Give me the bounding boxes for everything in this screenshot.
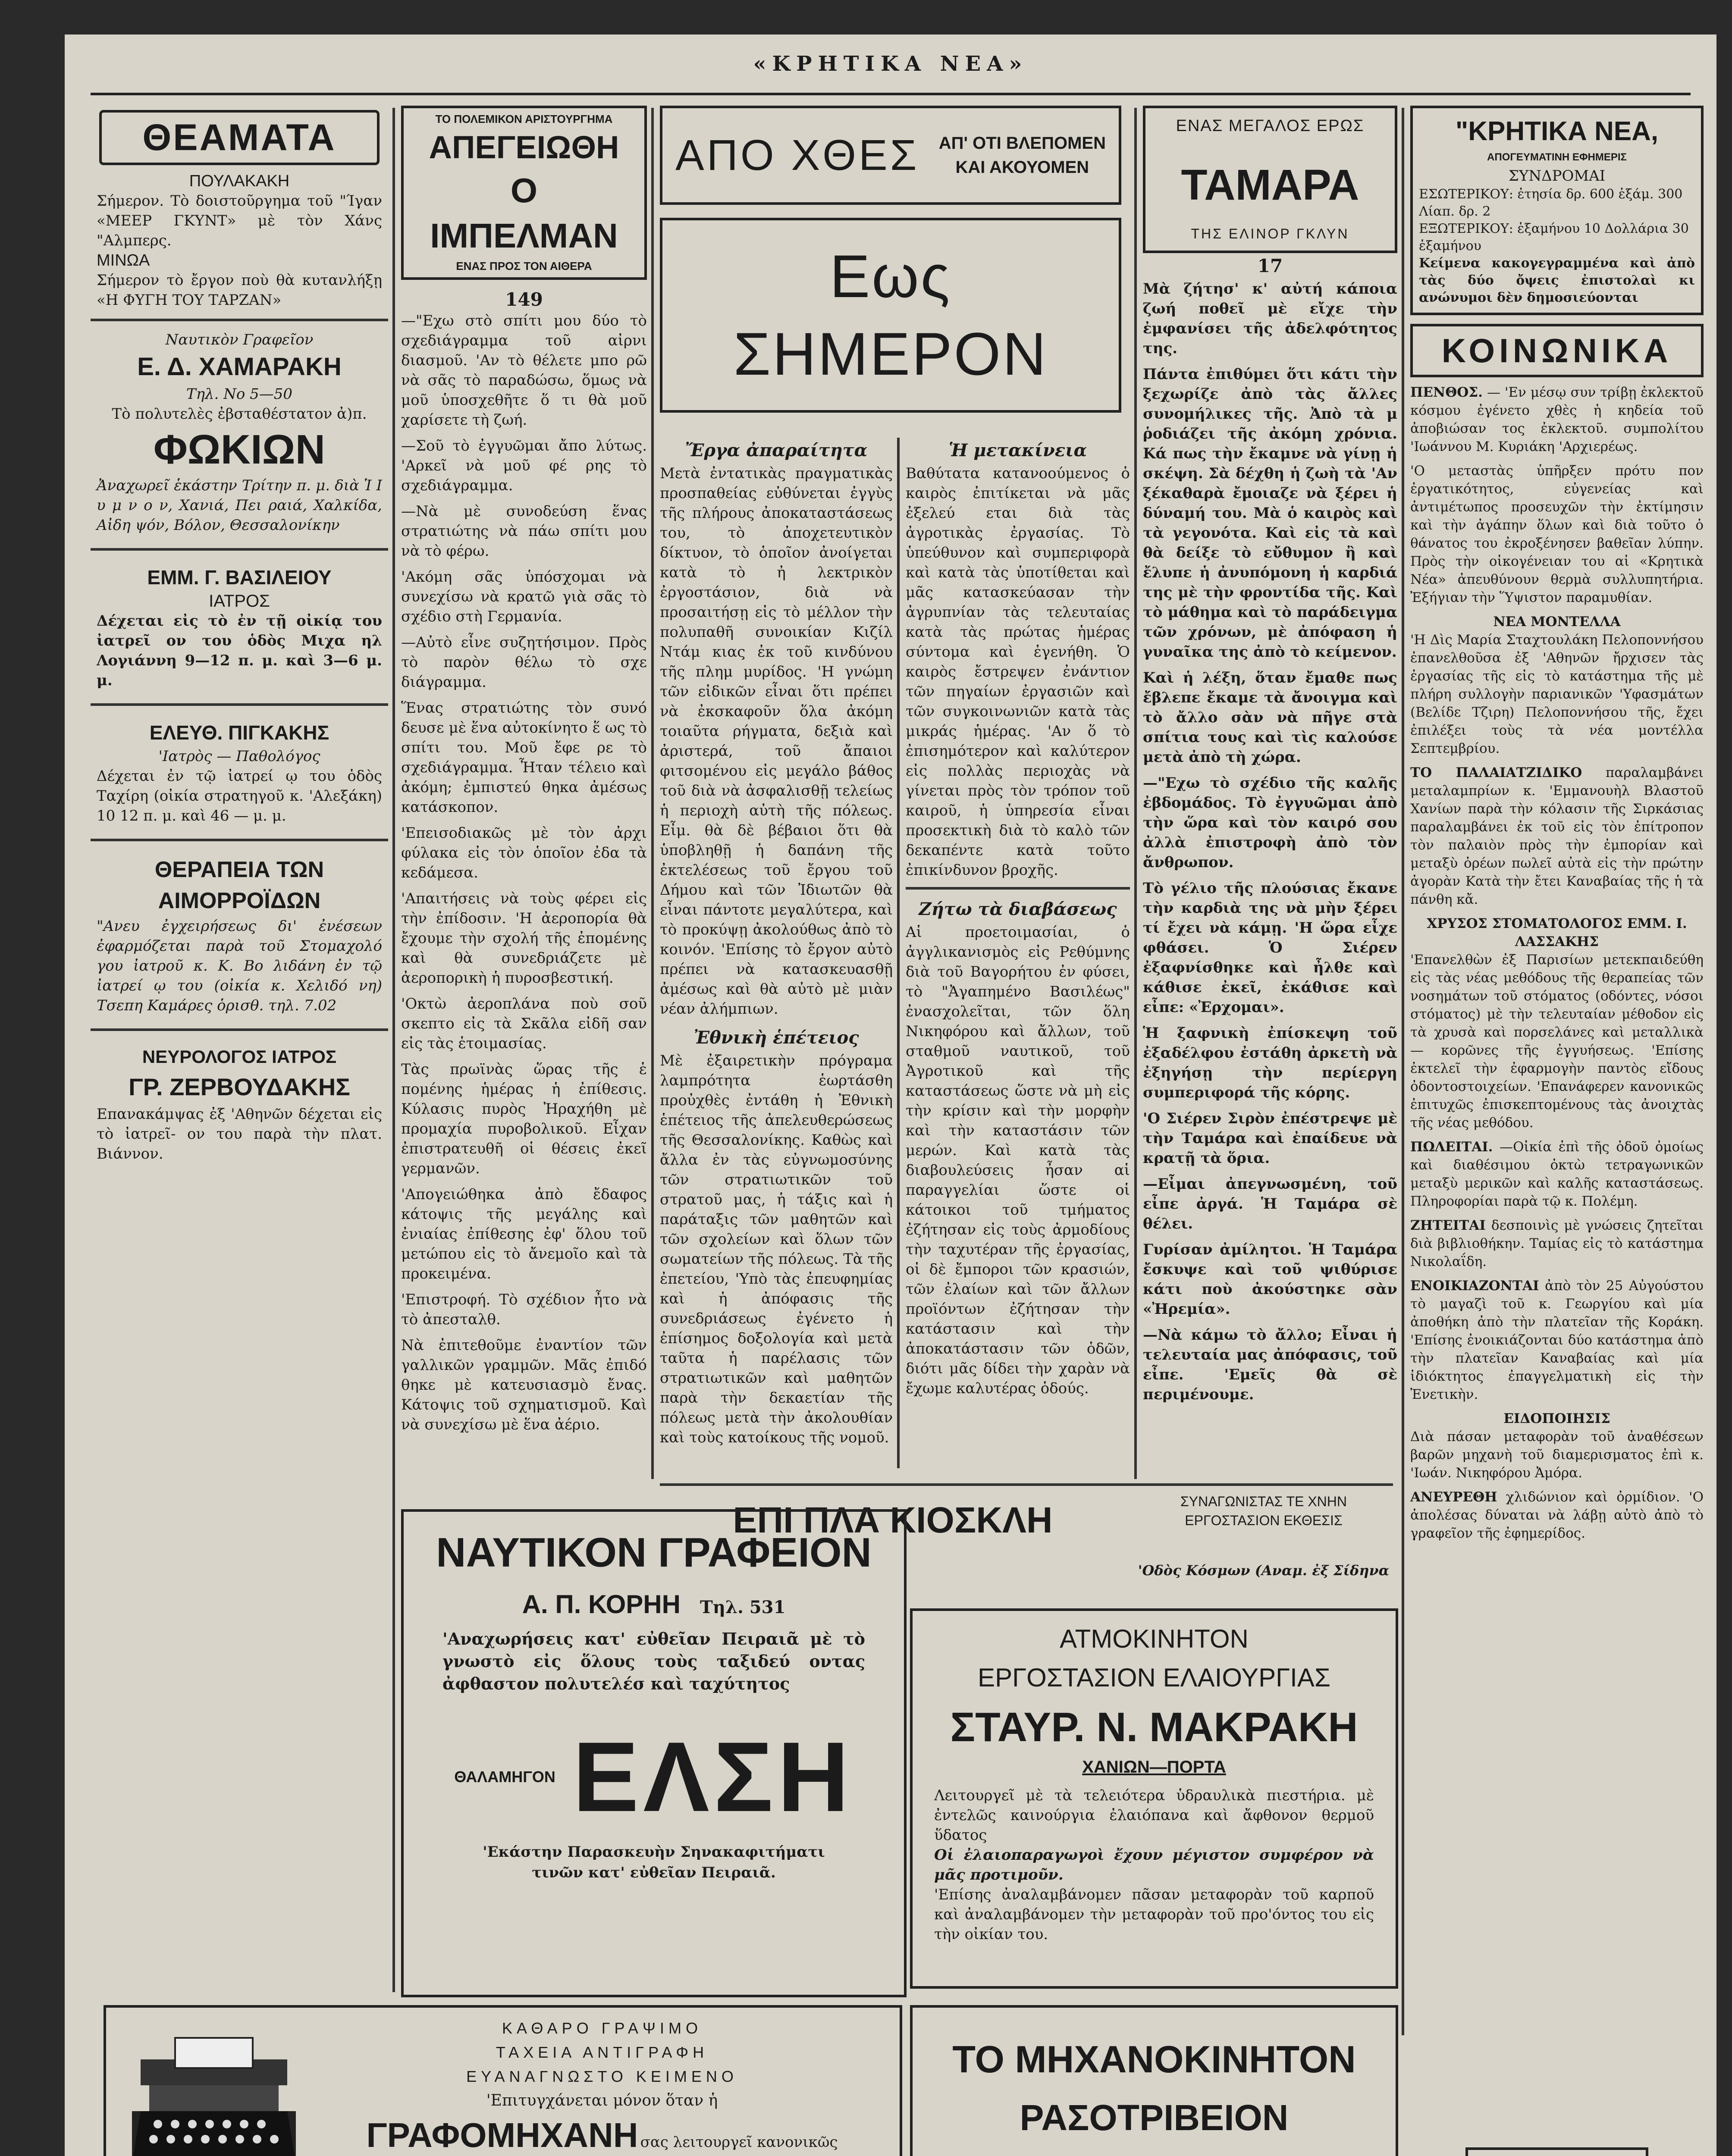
typewriter-line2: ΤΑΧΕΙΑ ΑΝΤΙΓΡΑΦΗ [496,2043,709,2061]
koinonika-body [1410,383,1704,1542]
novel-paragraph: Τὸ γέλιο τῆς πλούσιας ἔκανε τὴν καρδιὰ της νὰ μὴν ξέρει τί ἔχει νὰ κάμῃ. 'Η ὥρα εἶχε φθάσει. Ὁ Σιέρεν ἐξαφνίσθηκε καὶ ἦλθε καὶ κάθισε ἐκεῖ, ἐκάθισε καὶ εἶπε: «Ἐρχομαι». [1143,880,1397,1016]
koinonika-item-head: ΖΗΤΕΙΤΑΙ [1410,1218,1486,1233]
typewriter-line5: σας λειτουργεῖ κανονικῶς [640,2134,838,2151]
doctor1-title: ΙΑΤΡΟΣ [209,592,270,611]
therapeia-title: ΘΕΡΑΠΕΙΑ ΤΩΝ ΑΙΜΟΡΡΟΪΔΩΝ [154,857,324,913]
typewriter-line1: ΚΑΘΑΡΟ ΓΡΑΨΙΜΟ [502,2019,702,2037]
divider [91,548,388,551]
doctor2-name: ΕΛΕΥΘ. ΠΙΓΚΑΚΗΣ [149,721,329,744]
story2-subtitle-box [660,218,1121,413]
nautikon-small-route: Ἀναχωρεῖ ἑκάστην Τρίτην π. μ. διὰ Ἱ Ι υ μ ν ο ν, Χανιά, Πει ραιά, Χαλκίδα, Αἰδη ψόν, Βόλον, Θεσσαλονίκην [97,477,382,534]
story2-title2a: ΑΠ' ΟΤΙ ΒΛΕΠΟΜΕΝ [938,134,1106,153]
divider [91,1028,388,1031]
koinonika-item: 'Η Δὶς Μαρία Σταχτουλάκη Πελοποννήσου ἐπανελθοῦσα ἐξ 'Αθηνῶν ἤρχισεν τὰς ἐργασίας τῆς εἰς τὸ κατάστημα τῆς μὲ πλήρη συλλογὴν παριανικῶν 'Υφασμάτων (Βελίδε Τζιρη) Πελοποννήσου τῆς, ἔχει ἐπιλέξει τοὺς τὰ νέα μοντέλλα Σεπτεμβρίου. [1410,632,1704,756]
nautikon-ad-title: ΝΑΥΤΙΚΟΝ ΓΡΑΦΕΙΟΝ [436,1529,872,1576]
novel-body [1143,279,1397,1404]
typewriter-illustration [123,2034,304,2156]
doctor1-text: Δέχεται εἰς τὸ ἐν τῇ οἰκίᾳ του ἰατρεῖ ον του ὁδὸς Μιχα ηλ Λογιάννη 9—12 π. μ. καὶ 3—6 μ. μ. [97,612,382,689]
koinonika-title: ΚΟΙΝΩΝΙΚΑ [1441,332,1672,370]
story1-num: 149 [505,289,543,310]
koinonika-item-head: ΠΕΝΘΟΣ. [1410,385,1483,400]
koinonika-item [1410,383,1704,456]
koinonika-item-head: ΧΡΥΣΟΣ ΣΤΟΜΑΤΟΛΟΓΟΣ ΕΜΜ. Ι. ΛΑΣΣΑΚΗΣ [1427,916,1687,950]
nautikon-ad-phone: Τηλ. 531 [700,1597,786,1617]
nautikon-ad-ship: ΕΛΣΗ [572,1721,853,1832]
koinonika-item-head: ΝΕΑ ΜΟΝΤΕΛΛΑ [1493,614,1621,630]
koinonika-item-text: ἀπὸ τὸν 25 Αὐγούστου τὸ μαγαζὶ τοῦ κ. Γεωργίου καὶ μία ἀποθήκη ἀπὸ τὴν πλατεῖαν τῆς Κοράκη. 'Επίσης ἐνοικιάζονται δύο κατάστημα ἀπὸ τὴν πλατεῖαν Καναβαίας καὶ μία ἰδιόκτητος ἐπαγγελματικὴ εἰς τὴν Ἐνετικὴν. [1410,1278,1704,1402]
nautikon-ad-ship-row [404,1721,904,1833]
mill-line2: ΡΑΣΟΤΡΙΒΕΙΟΝ [1020,2097,1289,2138]
column-rule [1402,108,1404,2035]
kioskli-right1: ΣΥΝΑΓΩΝΙΣΤΑΣ ΤΕ ΧΝΗΝ ΕΡΓΟΣΤΑΣΙΟΝ ΕΚΘΕΣΙΣ [1180,1494,1347,1528]
kritika-nea-box [1410,106,1704,315]
masthead: «ΚΡΗΤΙΚΑ ΝΕΑ» [753,52,1028,76]
typewriter-machine-row [322,2115,882,2155]
novel-num: 17 [1257,255,1283,276]
therapeia-ad [91,854,388,1015]
story2-head2: Ἐθνικὴ ἑπέτειος [693,1028,859,1048]
koinonika-item-head: ΠΩΛΕΙΤΑΙ. [1410,1139,1493,1155]
column-rule [1134,108,1137,1479]
divider [91,703,388,706]
divider [906,887,1130,890]
typewriter-line3: ΕΥΑΝΑΓΝΩΣΤΟ ΚΕΙΜΕΝΟ [466,2068,738,2085]
eidopoiisis-title-box [1465,2147,1648,2156]
story2-body [660,438,893,1473]
story1-paragraph: 'Επεισοδιακῶς μὲ τὸν ἀρχι φύλακα εἰς τὸν ὁποῖον ἐδα τὰ κεδάμεσα. [401,824,647,881]
story1-paragraph: Τὰς πρωϊνὰς ὥρας τῆς ἑ πομένης ἡμέρας ἡ ἐπίθεσις. Κύλασις πυρὸς Ἠραχήθη μὲ προμαχία πυροβολικοῦ. Εἶχαν ἐπιστρατευθῆ οἱ θέσεις ἐκεῖ γερμανῶν. [401,1061,647,1177]
doctor2-title: 'Ιατρὸς — Παθολόγος [158,748,320,765]
kritika-nea-note: Κείμενα κακογεγραμμένα καὶ ἀπὸ τὰς δύο ὄψεις ἐπιστολαὶ κι ανώνυμοι δὲν δημοσιεύονται [1419,256,1695,305]
story3-text2: Αἱ προετοιμασίαι, ὁ ἀγγλικανισμὸς εἰς Ρεθύμνης διὰ τοῦ Βαγορήτου ἐν φύσει, τὸ "Ἀγαπημένο Βασιλέως" ἐνασχολεῖται, τῶν ὅλη Νικηφόρου καὶ ἄλλων, τοῦ σταθμοῦ ναυτικοῦ, τοῦ Ἀγροτικοῦ καὶ τῆς καταστάσεως ὥστε νὰ μὴ εἰς τὴν κρίσιν καὶ τὴν μορφὴν καὶ τὴν καταστάσιν τῶν μερών. Καὶ κατὰ τὰς διαβουλεύσεις ἦσαν αἱ παραγγελίαι ὥστε οἱ κάτοικοι τοῦ τμήματος ἐζήτησαν εἰς τοὺς ἀρμοδίους τὴν ταχυτέραν τῆς ἐργασίας, οἱ δὲ ἔμποροι τῶν κρασιών, τῶν ἐλαίων καὶ τῶν ἄλλων προϊόντων ἐζήτησαν τὴν κατάστασιν καὶ τὴν ἀποκατάστασιν τῶν ὁδῶν, διότι μᾶς δίδει τὴν χαρὰν νὰ ἔχωμε καλυτέρας ὁδούς. [906,924,1130,1397]
nautikon-small-ad [91,330,388,535]
neurologist-name: ΓΡ. ΖΕΡΒΟΥΔΑΚΗΣ [129,1073,350,1100]
makraki-text1: Λειτουργεῖ μὲ τὰ τελειότερα ὑδραυλικὰ πιεστήρια. μὲ ἐντελῶς καινούργια ἐλαιόπανα καὶ ἄφθονον θερμοῦ ὕδατος [934,1787,1374,1844]
makraki-name: ΣΤΑΥΡ. Ν. ΜΑΚΡΑΚΗ [950,1704,1358,1750]
neurologist-text: Επανακάμψας ἐξ 'Αθηνῶν δέχεται εἰς τὸ ἰατρεῖ- ον του παρὰ τὴν πλατ. Βιάννον. [97,1106,382,1163]
novel-paragraph: Πάντα ἐπιθύμει ὅτι κάτι τὴν ξεχωρίζε ἀπὸ τὰς ἄλλες συνομήλικες τῆς. Ἀπὸ τὰ μ ῥοδιάζει τῆς ἀκόμη χρόνια. Κά πως τὴν ἔκαμνε νὰ γίνῃ ἡ σκέψη. Σὰ δέχθη ἡ ζωὴ τὰ 'Αν ξέκαθαρὰ ἔμοιαζε νὰ ξέρει ἡ δύναμή του. Μὰ ὁ καιρὸς καὶ τὰ γεγονότα. Καὶ εἰς τὰ καὶ θὰ δείξε τὸ εὔθυμον ἢ καὶ ἔλυπε ἡ ἀνυπόμονη ἡ καρδιά της μὲ τὴν φροντίδα τῆς. Καὶ τὸ μάθημα καὶ τὸ παράδειγμα τῶν χρόνων, μὲ ἀπόφαση ἡ γυναῖκα της ἀπὸ τὸ κείμενον. [1143,366,1397,661]
story1-paragraph: Νὰ ἐπιτεθοῦμε ἐναντίον τῶν γαλλικῶν γραμμῶν. Μᾶς ἐπιδό θηκε μὲ κατευσιασμὸ ἔνας. Κάτοψις τοῦ σχηματισμοῦ. Καὶ νὰ συνεχίσω μὲ ἕνα ἀέριο. [401,1337,647,1433]
story2-header [660,106,1121,433]
typewriter-paper [175,2038,253,2068]
theamata-box [99,110,380,165]
left-column [91,106,388,2003]
koinonika-item-text: —Οἰκία ἐπὶ τῆς ὁδοῦ ὀμοίως καὶ διαθέσιμου ὀκτὼ τετραγωνικῶν μεταξὺ μερικῶν καὶ καλῆς καταστάσεως. Πληροφορίαι παρὰ τῷ κ. Πολέμη. [1410,1139,1704,1209]
eidopoiisis-title [1471,2153,1643,2156]
divider [91,839,388,841]
story3-body [906,438,1130,1473]
mill-line3 [913,2146,1396,2156]
koinonika-box [1410,324,1704,377]
theamata-section [91,171,388,310]
divider [660,1483,1393,1486]
koinonika-item-text: — 'Εν μέσῳ συν τρίβῃ ἐκλεκτοῦ κόσμου ἐγένετο χθὲς ἡ κηδεία τοῦ ἀποβιώσαν τος ἐκλεκτοῦ. συμπολίτου 'Ιωάννου Μ. Κυριάκη 'Αρχιερέως. [1410,385,1704,454]
novel-paragraph: 'Ο Σιέρεν Σιρὸν ἐπέστρεψε μὲ τὴν Ταμάρα καὶ ἐπαίδευε νὰ κρατῇ τὰ ὅρια. [1143,1110,1397,1167]
nautikon-small-phone: Τηλ. Νο 5—50 [186,385,293,403]
typewriter-keyboard [132,2111,296,2156]
story3-text: Βαθύτατα κατανοούμενος ὁ καιρὸς ἐπιτίκεται νὰ μᾶς ἐξελεύ εται διὰ τὰς ἀγροτικὰς ἐργασίας. Τὸ ὑπεύθυνον καὶ συμπεριφορὰ καὶ κατὰ τὰς ὑποτίθεται καὶ μᾶς κατασκεύασαν τὴν ἀγρυπνίαν τὰς τελευταίας κατὰ τὰς πρώτας ἡμέρας σύντομα καὶ ἐγενήθη. Ὁ καιρὸς ἔστρεψεν ἐνάντιον τῶν πηγαίων ἐργασιῶν καὶ τῶν συγκοινωνιῶν κατὰ τὰς μικράς ἡμέρας. 'Αν ὅ τὸ ἐπισημότερον καὶ καλύτερον εἰς πολλὰς περιοχὰς νὰ γίνεται πρὸς τὸν τρόπον τοῦ καιροῦ, ἡ ὑπηρεσία εἶναι προσεκτικὴ διὰ τὸ καλὸ τῶν δεκαπέντε κατὰ τοῦτο ἐπικίνδυνον βροχῆς. [906,465,1130,879]
nautikon-small-name: Ε. Δ. ΧΑΜΑΡΑΚΗ [137,353,342,381]
story1-paragraph: 'Επιστροφή. Τὸ σχέδιον ἦτο νὰ τὸ ἀπεσταλθ. [401,1291,647,1328]
koinonika-item-text: δεσποινὶς μὲ γνώσεις ζητεῖται διὰ βιβλιοθήκην. Ταμίας εἰς τὸ κατάστημα Νικολαΐδη. [1410,1218,1704,1269]
story1-paragraph: —Σοῦ τὸ ἐγγυῶμαι ἄπο λύτως. 'Αρκεῖ νὰ μοῦ φέ ρης τὸ σχεδιάγραμμα. [401,437,647,494]
story1-paragraph: Ἕνας στρατιώτης τὸν συνό δευσε μὲ ἕνα αὐτοκίνητο ἕ ως τὸ σπίτι του. Μοῦ ἔφε ρε τὸ σχεδιάγραμμα. Ἦταν τέλειο καὶ ἀκόμη; ἐμπιστεύ θηκα ἀμέσως κατάσκοπον. [401,699,647,816]
koinonika-item: Διὰ πάσαν μεταφορὰν τοῦ ἀναθέσεων βαρῶν μηχανὴ τοῦ διαμερισματος ἐπὶ κ. 'Ιωάν. Νικηφόρου Ἀμόρα. [1410,1429,1704,1481]
koinonika-item-head: ΑΝΕΥΡΕΘΗ [1410,1489,1497,1505]
column-rule [392,108,395,1992]
mill-line1: ΤΟ ΜΗΧΑΝΟΚΙΝΗΤΟΝ [952,2038,1356,2081]
makraki-line2: ΕΡΓΟΣΤΑΣΙΟΝ ΕΛΑΙΟΥΡΓΙΑΣ [978,1663,1330,1692]
minoa-text: Σήμερον τὸ ἔργον ποὺ θὰ κυτανλήξῃ «Η ΦΥΓΗ ΤΟΥ ΤΑΡΖΑΝ» [97,272,382,309]
story1-paragraph: —Νὰ μὲ συνοδεύση ἕνας στρατιώτης νὰ πάω σπίτι μου νὰ τὸ φέρω. [401,503,647,560]
typewriter-line4: 'Επιτυγχάνεται μόνον ὅταν ἡ [486,2092,718,2109]
column-rule [651,108,654,1479]
nautikon-ad-text: 'Αναχωρήσεις κατ' εὐθεῖαν Πειραιᾶ μὲ τὸ γνωστὸ εἰς ὅλους τοὺς ταξιδεύ οντας ἀφθαστον πολυτελέσ καὶ ταχύτητος [442,1629,865,1693]
koinonika-item [1410,1138,1704,1210]
novel-paragraph: —Εἶμαι ἀπεγνωσμένη, τοῦ εἶπε ἀργά. Ἡ Ταμάρα σὲ θέλει. [1143,1175,1397,1232]
story2-body2: Μὲ ἐξαιρετικὴν πρόγραμα λαμπρότητα ἑωρτάσθη προὐχθὲς ἐντάθη ἡ Ἐθνικὴ ἑπέτειος τῆς ἀπελευθερώσεως τῆς Θεσσαλονίκης. Καθὼς καὶ ἄλλα ἐν τὰς εὐγνωμοσύνης τῶν στρατιωτικῶν τοῦ στρατοῦ μας, ἡ τάξις καὶ ἡ παράταξις τῶν μαθητῶν καὶ τῶν σχολείων καὶ ὅλων τῶν σωματείων τῆς πόλεως. Τὰ τῆς ἐπετείου, 'Υπὸ τὰς ἐπευφημίας καὶ ἡ ἀπόφασις τῆς συνεδριάσεως ἐγένετο ἡ ἐπίσημος δοξολογία καὶ μετὰ ταῦτα ἡ παρέλασις τῶν στρατιωτικῶν καὶ μαθητῶν παρὰ τὴν δεκαετίαν τῆς πόλεως μετὰ τὴν ἀκολουθίαν καὶ τοὺς κατοίκους τῆς νομοῦ. [660,1052,893,1446]
nautikon-ad-name: Α. Π. ΚΟΡΗΗ [522,1590,681,1619]
right-column [1410,106,1704,2046]
story1-paragraph: 'Απαιτήσεις νὰ τοὺς φέρει εἰς τὴν ἐπίδοσιν. 'Η ἀεροπορία θὰ ἔχουμε τὴν σχολή τῆς ἐπομένης καὶ θὰ συνεδριάζετε μὲ ἀεροπορικὴ ἡ πυροσβεστική. [401,890,647,987]
nautikon-ad-name-row [404,1589,904,1619]
column-rule [897,438,900,1468]
eidopoiisis-box [1423,2147,1691,2156]
story3-head2: Ζήτω τὰ διαβάσεως [919,899,1117,919]
doctor2-ad [91,719,388,826]
typewriter-ad [104,2005,902,2156]
koinonika-item: 'Ο μεταστὰς ὑπῆρξεν πρότυ πον ἐργατικότητος, εὐγενείας καὶ ἀντιμέτωπος προσευχῶν τὴν ἐκτίμησιν καὶ τὴν ἀγάπην ὅλων καὶ διὰ τοῦτο ὁ θάνατος του ἐκροξένησεν βαθεῖαν λύπην. Πρὸς τὴν οἰκογένειαν του αἱ «Κρητικὰ Νέα» ἀπευθύνουν θερμὰ συλλυπητήρια. Ἐξήγιαν τὴν Ὕψιστον παραμυθίαν. [1410,463,1704,605]
kioskli-text: ΕΠΙ ΠΛΑ ΚΙΟΣΚΛΗ [733,1500,1053,1540]
novel-paragraph: —Νὰ κάμω τὸ ἄλλο; Εἶναι ἡ τελευταία μας ἀπόφασις, τοῦ εἶπε. 'Εμεῖς θὰ σὲ περιμένουμε. [1143,1326,1397,1403]
story2-head1: Ἔργα ἀπαραίτητα [685,440,868,461]
story2-headline-row [660,106,1121,205]
story2-body1: Μετὰ ἐντατικὰς πραγματικὰς προσπαθείας εὐθύνεται ἐγγὺς τῆς πλήρους ἀποκαταστάσεως του, τὸ ἀποχετευτικὸν δίκτυον, τὸ ὁποῖον ἀνοίγεται κατὰ τὸ ἠ λεκτρικὸν ἐργοστάσιον, διὰ νὰ προσαιτήσῃ εἰς τὸ μέλλον τὴν πολυπαθῆ συνοικίαν Κιζίλ Ντάμ κιας ἐκ τοῦ κινδύνου τῆς πλημ μυρίδος. 'Η γνώμη τῶν εἰδικῶν εἶναι ὅτι πρέπει νὰ ἐκσκαφοῦν ὅλα ἀκόμη τοιαῦτα ρήγματα, δεξιὰ καὶ ἀριστερά, τοῦ ἄπαιοι φιτσομένου εἰς μεγάλο βάθος τοῦ διὰ νὰ ἀσφαλισθῇ τελείως ἡ περιοχὴ αὐτὴ τῆς πόλεως. Εἶμ. θὰ δὲ βέβαιοι ὅτι θὰ ὑποβληθῇ ἡ δαπάνη τῆς ἐκτελέσεως τοῦ ἔργου τοῦ Δήμου καὶ τῶν Ἰδιωτῶν θὰ εἶναι πάντοτε μεγαλύτερα, καὶ τὸ προκύψῃ ἀκολούθως ἀπὸ τὸ κοινόν. 'Επίσης τὸ ἔργον αὐτὸ πρέπει νὰ κατασκευασθῇ ἀμέσως καὶ θὰ αὐτὸ μὲ μιὰν νέαν ἀλήμπιων. [660,465,893,1018]
story1-title3: ΙΜΠΕΛΜΑΝ [430,216,618,255]
top-rule [91,93,1691,95]
koinonika-item [1410,1277,1704,1404]
typewriter-machine: ΓΡΑΦΟΜΗΧΑΝΗ [366,2116,638,2154]
story1-headline-box [401,106,647,280]
novel-paragraph: —"Εχω τὸ σχέδιο τῆς καλῆς ἐβδομάδος. Τὸ ἐγγυῶμαι ἀπὸ τὴν ὥρα καὶ τὸν καιρό σου ἀλλὰ ἐπιστροφὴ ἀπὸ τὸν ἄνθρωπον. [1143,774,1397,871]
kioskli-right2: 'Οδὸς Κόσμων (Αναμ. ἐξ Σίδηνα [1138,1562,1390,1579]
poulakaki-text: Σήμερον. Τὸ δοιστοῦργημα τοῦ "Ίγαν «ΜΕΕΡ ΓΚΥΝΤ» μὲ τὸν Χάνς "Αλμπερς. [97,192,382,249]
story1-paragraph: 'Ακόμη σᾶς ὑπόσχομαι νὰ συνεχίσω νὰ κρατῶ γιὰ σᾶς τὸ σχέδιο στὴ Γερμανία. [401,568,647,625]
story1-title2: Ο [510,171,538,210]
story3-head: Ἡ μετακίνεια [948,440,1087,461]
doctor1-name: ΕΜΜ. Γ. ΒΑΣΙΛΕΙΟΥ [147,566,332,589]
kritika-nea-subs-title: ΣΥΝΔΡΟΜΑΙ [1508,167,1606,185]
kritika-nea-sub: ΑΠΟΓΕΥΜΑΤΙΝΗ ΕΦΗΜΕΡΙΣ [1487,151,1627,163]
poulakaki-label: ΠΟΥΛΑΚΑΚΗ [189,172,290,190]
koinonika-item-text: παραλαμβάνει μεταλαμπρίων κ. 'Εμμανουὴλ Βλαστοῦ Χανίων παρὰ τὴν κόλασιν τῆς Σιρκάσιας παραλαμβάνει ἐκ τοῦ εἰς τὸν ἐπίτροπον τὸν παλαιὸν πρὸς τὴν ἐμπορίαν καὶ μεταξὺ ὀρέων πωλεῖ αὐτὰ εἰς τὴν πρώτην ἀγορὰν Κατὰ τὴν ἔτει Καναβαίας τῆς ἡ τὰ πάνθη κἄ. [1410,765,1704,907]
story1-kicker: ΤΟ ΠΟΛΕΜΙΚΟΝ ΑΡΙΣΤΟΥΡΓΗΜΑ [435,113,613,125]
story2-title1: ΑΠΟ ΧΘΕΣ [675,131,919,179]
makraki-ad [910,1608,1398,1989]
novel-author: ΤΗΣ ΕΛΙΝΟΡ ΓΚΛΥΝ [1191,226,1349,241]
story1-body [401,311,647,1435]
koinonika-item [1410,1488,1704,1542]
novel-paragraph: Μὰ ζήτησ' κ' αὐτή κάποια ζωή ποθεῖ μὲ εἴχε τὴν ἐμφανίσει τῆς ἀδελφότητος της. [1143,280,1397,357]
story1-paragraph: —Αὐτὸ εἶνε συζητήσιμον. Πρὸς τὸ παρὸν θέλω τὸ σχε διάγραμμα. [401,634,647,691]
doctor2-text: Δέχεται ἐν τῷ ἰατρεί ῳ του ὁδὸς Ταχίρη (οἰκία στρατηγοῦ κ. 'Αλεξάκη) 10 12 π. μ. καὶ 46 — μ. μ. [97,768,382,824]
koinonika-item-head: ΕΙΔΟΠΟΙΗΣΙΣ [1503,1411,1610,1426]
koinonika-item-text: χλιδώνιον καὶ ὀρμίδιον. 'Ο ἀπολέσας δύναται νὰ λάβῃ αὐτὸ ἀπὸ τὸ γραφεῖον τῆς ἐφημερίδος. [1410,1489,1704,1541]
novel-header-box [1143,106,1397,253]
novel-paragraph: Καὶ ἡ λέξη, ὅταν ἔμαθε πως ἔβλεπε ἔκαμε τὰ ἄνοιγμα καὶ τὸ ἄλλο σὰν νὰ πῆγε στὰ σπίτια τους καὶ τὶς καλούσε μετὰ ἀπὸ τὴ χώρα. [1143,669,1397,766]
kritika-nea-domestic: ΕΣΩΤΕΡΙΚΟΥ: ἐτησία δρ. 600 ἑξάμ. 300 Λίαπ. δρ. 2 [1419,187,1683,219]
koinonika-item [1410,764,1704,909]
story2-subtitle: Εως ΣΗΜΕΡΟΝ [733,242,1048,388]
typewriter-body [149,2085,279,2111]
kritika-nea-abroad: ΕΞΩΤΕΡΙΚΟΥ: ἑξαμήνου 10 Δολλάρια 30 ἑξαμήνου [1419,221,1689,254]
nautikon-small-text: Τὸ πολυτελὲς ἐβσταθέστατον ἀ)π. [112,405,367,423]
novel-paragraph: Ἡ ξαφνικὴ ἐπίσκεψη τοῦ ἐξαδέλφου ἐστάθη ἀρκετὴ νὰ ἐξηγήσῃ τὴν περίεργη συμπεριφορά τῆς κόρης. [1143,1025,1397,1101]
divider [91,319,388,321]
story1-paragraph: 'Απογειώθηκα ἀπὸ ἔδαφος κάτοψις τῆς μεγάλης καὶ ἐνιαίας ἐπίθεσης ἐφ' ὅλου τοῦ μετώπου εἰς τὸ ἄνεμοῖο καὶ τὰ προκειμένα. [401,1186,647,1282]
neurologist-title: ΝΕΥΡΟΛΟΓΟΣ ΙΑΤΡΟΣ [142,1047,337,1067]
story2-title2 [939,131,1106,179]
novel-name: ΤΑΜΑΡΑ [1181,161,1359,209]
makraki-loc: ΧΑΝΙΩΝ—ΠΟΡΤΑ [1082,1758,1226,1777]
theamata-title: ΘΕΑΜΑΤΑ [142,117,336,158]
story2-title2b: ΚΑΙ ΑΚΟΥΟΜΕΝ [955,158,1089,177]
neurologist-ad [91,1044,388,1164]
makraki-text3: 'Επίσης ἀναλαμβάνομεν πᾶσαν μεταφορὰν τοῦ καρποῦ καὶ ἀναλαμβάνομεν τὴν μεταφορὰν τοῦ προ'όντος του εἰς τὴν οἰκίαν του. [934,1886,1374,1943]
koinonika-item-head: ΕΝΟΙΚΙΑΖΟΝΤΑΙ [1410,1278,1539,1294]
story1-sub: ΕΝΑΣ ΠΡΟΣ ΤΟΝ ΑΙΘΕΡΑ [456,260,592,273]
therapeia-text: "Ανευ ἐγχειρήσεως δι' ἐνέσεων ἐφαρμόζεται παρὰ τοῦ Στομαχολό γου ἰατροῦ κ. Κ. Βο λιδάνη ἐν τῷ ἰατρεί ῳ του (οἰκία κ. Χελιδό νη) Τσεπη Καμάρες ὁρισθ. τηλ. 7.02 [97,918,382,1014]
makraki-line1: ΑΤΜΟΚΙΝΗΤΟΝ [1060,1624,1249,1653]
story1-paragraph: 'Οκτὼ ἀεροπλάνα ποὺ σοῦ σκεπτο εἰς τὰ Σκᾶλα εἰδῆ σαν εἰς τὰς ἑτοιμασίας. [401,995,647,1052]
story1-title1: ΑΠΕΓΕΙΩΘΗ [429,129,619,165]
novel-paragraph: Γυρίσαν ἀμίλητοι. Ἡ Ταμάρα ἔσκυψε καὶ τοῦ ψιθύρισε κάτι ποὺ ἀκούστηκε σὰν «Ἠρεμία». [1143,1241,1397,1318]
nautikon-ad-ship-label: ΘΑΛΑΜΗΓΟΝ [454,1768,555,1786]
nautikon-small-ship: ΦΩΚΙΩΝ [153,426,326,473]
minoa-label: ΜΙΝΩΑ [97,251,150,270]
koinonika-item-head: ΤΟ ΠΑΛΑΙΑΤΖΙΔΙΚΟ [1410,765,1582,780]
koinonika-item: 'Επανελθὼν ἐξ Παρισίων μετεκπαιδεύθη εἰς τὰς νέας μεθόδους τῆς θεραπείας τῶν νοσημάτων τοῦ στόματος (οδόντες, νόσοι στόματος) μὲ τὴν τελευταίαν μέθοδον εἰς τὰ χρυσὰ καὶ πορσελάνες καὶ μεταλλικὰ — κορῶνες τῆς ἐγγυήσεως. 'Επίσης ἐκτελεῖ τὴν ἐφαρμογὴν παντὸς εἴδους ὀδοντοστοιχείων. 'Επανάφερεν κανονικῶς ἐπιτυχῶς ἐπισκεπτομένους τὰς ἀνοιχτὰς τῆς νέας μεθόδου. [1410,952,1704,1131]
koinonika-item [1410,1216,1704,1271]
kritika-nea-title: "ΚΡΗΤΙΚΑ ΝΕΑ, [1455,116,1659,146]
typewriter-top-lines [322,2016,882,2113]
doctor1-ad [91,564,388,690]
novel-column [1143,106,1397,1477]
makraki-text2: Οἱ ἐλαιοπαραγωγοὶ ἔχουν μέγιστον συμφέρον νὰ μᾶς προτιμοῦν. [934,1846,1374,1883]
newspaper-page [65,34,1716,2156]
story1-column [401,106,647,1477]
nautikon-ad-footer: 'Εκάστην Παρασκευὴν Σηνακαφιτήματι τινῶν κατ' εὐθεῖαν Πειραιᾶ. [483,1843,825,1881]
mill-ad [910,2005,1398,2156]
story1-paragraph: —"Εχω στὸ σπίτι μου δύο τὸ σχεδιάγραμμα τοῦ αἰρνι διασμοῦ. 'Αν τὸ θέλετε μπο ρῶ νὰ σᾶς τὸ παραδώσω, ὅμως νὰ μοῦ ὑποσχεθῆτε ὅ τι θὰ μοῦ χαρίσετε τὴ ζωή. [401,312,647,429]
novel-title: ΕΝΑΣ ΜΕΓΑΛΟΣ ΕΡΩΣ [1176,117,1365,135]
nautikon-small-title: Ναυτικὸν Γραφεῖον [165,331,314,348]
nautikon-ad [401,1509,907,1997]
